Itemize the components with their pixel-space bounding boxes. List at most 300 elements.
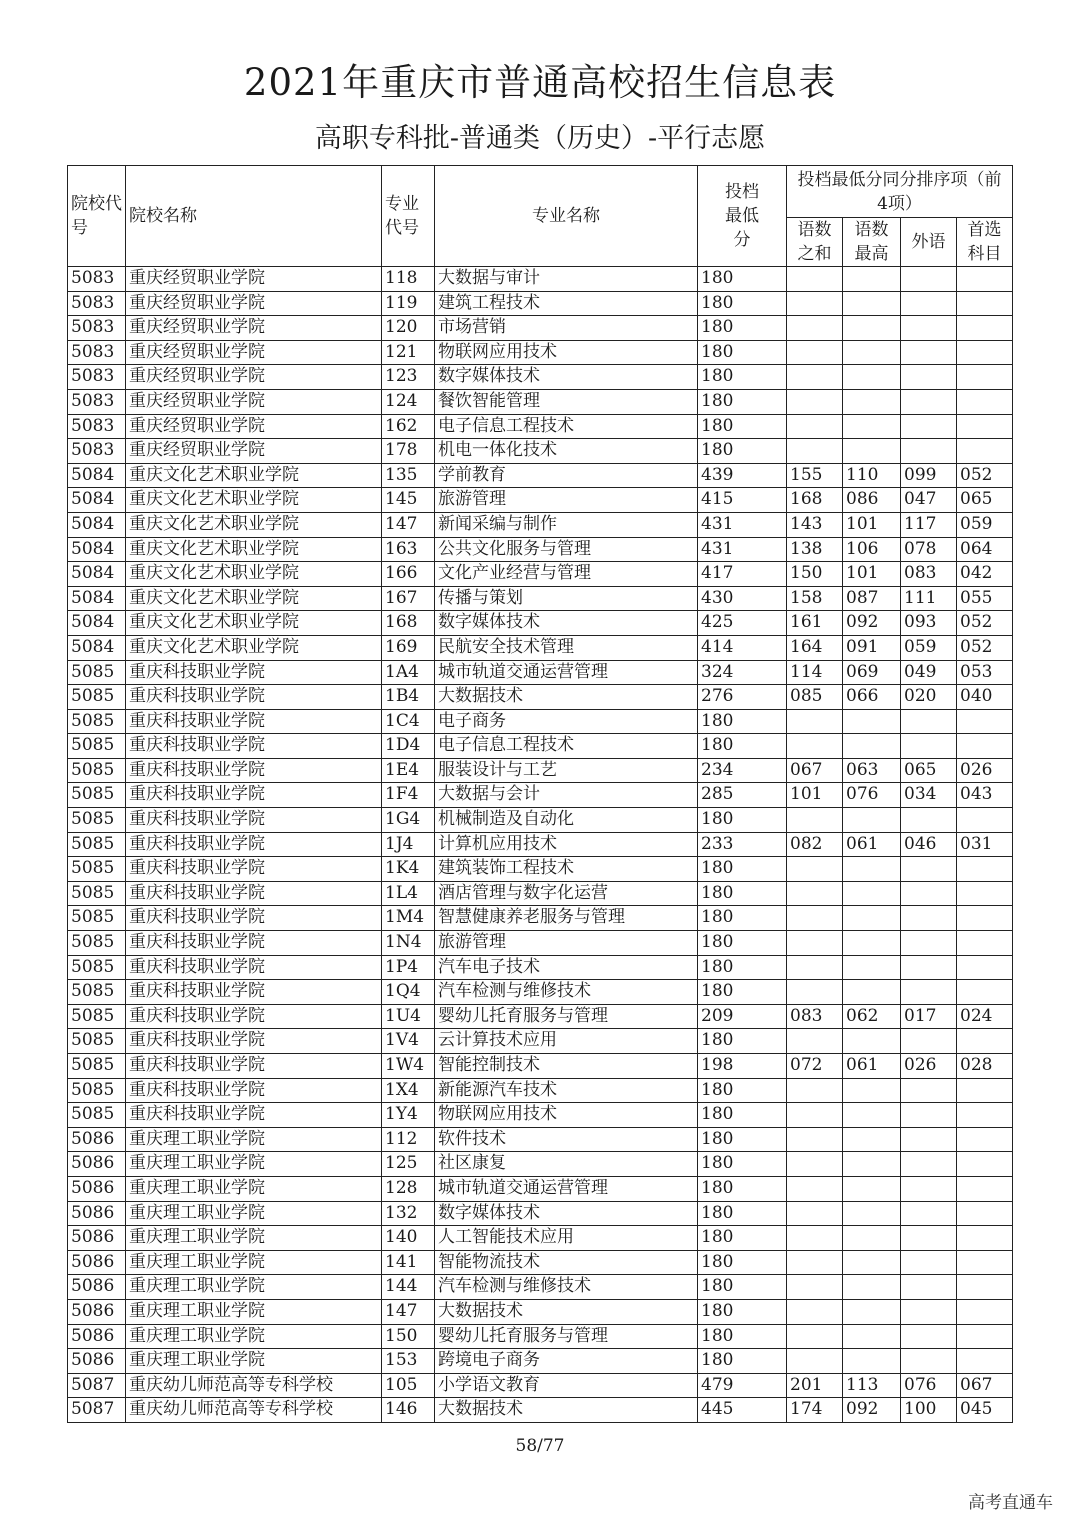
cell-first-subject [957, 1103, 1013, 1128]
cell-major-name: 智慧健康养老服务与管理 [435, 906, 698, 931]
header-school-name: 院校名称 [126, 166, 382, 267]
cell-chinese-math-max [843, 1349, 901, 1374]
cell-chinese-math-sum [787, 1349, 843, 1374]
cell-school-name: 重庆科技职业学院 [126, 1103, 382, 1128]
cell-foreign-lang [901, 1176, 957, 1201]
cell-first-subject [957, 709, 1013, 734]
table-row [68, 1004, 1013, 1029]
cell-min-score: 439 [698, 463, 787, 488]
cell-foreign-lang: 065 [901, 758, 957, 783]
cell-major-code: 121 [382, 340, 435, 365]
admission-table [67, 165, 1013, 1423]
cell-first-subject [957, 365, 1013, 390]
table-row [68, 1127, 1013, 1152]
cell-chinese-math-max [843, 291, 901, 316]
cell-school-name: 重庆科技职业学院 [126, 1054, 382, 1079]
cell-major-code: 1L4 [382, 881, 435, 906]
cell-major-code: 147 [382, 1299, 435, 1324]
table-row [68, 1201, 1013, 1226]
header-chinese-math-max: 语数最高 [843, 218, 901, 267]
cell-chinese-math-max: 101 [843, 562, 901, 587]
cell-chinese-math-max: 061 [843, 1054, 901, 1079]
cell-first-subject: 067 [957, 1373, 1013, 1398]
cell-major-code: 105 [382, 1373, 435, 1398]
cell-school-name: 重庆科技职业学院 [126, 1029, 382, 1054]
cell-first-subject: 053 [957, 660, 1013, 685]
cell-first-subject [957, 1324, 1013, 1349]
cell-school-code: 5085 [68, 980, 126, 1005]
cell-min-score: 209 [698, 1004, 787, 1029]
cell-chinese-math-max [843, 955, 901, 980]
cell-major-code: 1F4 [382, 783, 435, 808]
cell-chinese-math-sum [787, 1299, 843, 1324]
cell-major-name: 汽车电子技术 [435, 955, 698, 980]
cell-major-code: 144 [382, 1275, 435, 1300]
table-row [68, 980, 1013, 1005]
table-row [68, 1226, 1013, 1251]
cell-chinese-math-max [843, 316, 901, 341]
cell-school-name: 重庆经贸职业学院 [126, 389, 382, 414]
cell-school-code: 5085 [68, 931, 126, 956]
table-row [68, 1029, 1013, 1054]
cell-foreign-lang [901, 1299, 957, 1324]
cell-school-code: 5085 [68, 906, 126, 931]
cell-first-subject [957, 808, 1013, 833]
cell-school-name: 重庆科技职业学院 [126, 857, 382, 882]
cell-chinese-math-sum [787, 980, 843, 1005]
cell-first-subject: 065 [957, 488, 1013, 513]
table-row [68, 439, 1013, 464]
cell-min-score: 180 [698, 1349, 787, 1374]
cell-chinese-math-max [843, 857, 901, 882]
cell-major-code: 1C4 [382, 709, 435, 734]
cell-chinese-math-max: 092 [843, 1398, 901, 1423]
cell-school-code: 5083 [68, 316, 126, 341]
cell-chinese-math-sum [787, 1176, 843, 1201]
cell-school-code: 5083 [68, 414, 126, 439]
cell-school-name: 重庆文化艺术职业学院 [126, 611, 382, 636]
cell-school-code: 5084 [68, 611, 126, 636]
table-row [68, 685, 1013, 710]
cell-foreign-lang [901, 1078, 957, 1103]
cell-first-subject [957, 1201, 1013, 1226]
cell-first-subject [957, 1152, 1013, 1177]
cell-major-name: 云计算技术应用 [435, 1029, 698, 1054]
cell-first-subject: 026 [957, 758, 1013, 783]
cell-first-subject [957, 1078, 1013, 1103]
cell-school-name: 重庆科技职业学院 [126, 881, 382, 906]
header-tiebreak-group: 投档最低分同分排序项（前4项） [787, 166, 1013, 218]
cell-major-name: 服装设计与工艺 [435, 758, 698, 783]
cell-min-score: 417 [698, 562, 787, 587]
cell-school-name: 重庆理工职业学院 [126, 1176, 382, 1201]
cell-school-code: 5086 [68, 1152, 126, 1177]
cell-school-code: 5083 [68, 389, 126, 414]
cell-major-code: 1M4 [382, 906, 435, 931]
cell-chinese-math-sum [787, 291, 843, 316]
table-row [68, 931, 1013, 956]
cell-major-code: 150 [382, 1324, 435, 1349]
cell-min-score: 180 [698, 1103, 787, 1128]
cell-school-code: 5086 [68, 1250, 126, 1275]
cell-school-name: 重庆文化艺术职业学院 [126, 562, 382, 587]
cell-major-name: 小学语文教育 [435, 1373, 698, 1398]
cell-foreign-lang: 076 [901, 1373, 957, 1398]
cell-foreign-lang [901, 1250, 957, 1275]
cell-min-score: 234 [698, 758, 787, 783]
cell-chinese-math-max [843, 1029, 901, 1054]
cell-chinese-math-max: 087 [843, 586, 901, 611]
cell-chinese-math-max: 063 [843, 758, 901, 783]
cell-major-name: 社区康复 [435, 1152, 698, 1177]
cell-major-name: 电子商务 [435, 709, 698, 734]
cell-major-name: 大数据技术 [435, 685, 698, 710]
cell-foreign-lang [901, 881, 957, 906]
cell-major-name: 人工智能技术应用 [435, 1226, 698, 1251]
cell-min-score: 180 [698, 734, 787, 759]
cell-major-name: 机械制造及自动化 [435, 808, 698, 833]
cell-school-name: 重庆文化艺术职业学院 [126, 463, 382, 488]
cell-chinese-math-sum [787, 316, 843, 341]
cell-major-code: 153 [382, 1349, 435, 1374]
cell-first-subject [957, 439, 1013, 464]
cell-major-code: 163 [382, 537, 435, 562]
cell-chinese-math-max [843, 1299, 901, 1324]
cell-min-score: 180 [698, 1029, 787, 1054]
cell-first-subject: 052 [957, 635, 1013, 660]
cell-min-score: 180 [698, 1152, 787, 1177]
cell-foreign-lang: 100 [901, 1398, 957, 1423]
cell-foreign-lang [901, 291, 957, 316]
cell-min-score: 430 [698, 586, 787, 611]
cell-chinese-math-sum [787, 1029, 843, 1054]
cell-chinese-math-sum [787, 1152, 843, 1177]
cell-chinese-math-sum [787, 1103, 843, 1128]
cell-first-subject [957, 955, 1013, 980]
cell-major-name: 传播与策划 [435, 586, 698, 611]
cell-school-code: 5085 [68, 758, 126, 783]
cell-min-score: 180 [698, 857, 787, 882]
cell-major-code: 145 [382, 488, 435, 513]
cell-major-code: 1P4 [382, 955, 435, 980]
cell-min-score: 415 [698, 488, 787, 513]
table-row [68, 758, 1013, 783]
cell-major-name: 跨境电子商务 [435, 1349, 698, 1374]
cell-first-subject [957, 291, 1013, 316]
cell-chinese-math-max [843, 1226, 901, 1251]
cell-min-score: 276 [698, 685, 787, 710]
table-row [68, 340, 1013, 365]
cell-chinese-math-sum [787, 709, 843, 734]
cell-foreign-lang [901, 439, 957, 464]
cell-school-name: 重庆科技职业学院 [126, 685, 382, 710]
cell-foreign-lang [901, 980, 957, 1005]
cell-foreign-lang: 059 [901, 635, 957, 660]
cell-school-code: 5086 [68, 1299, 126, 1324]
cell-chinese-math-sum: 114 [787, 660, 843, 685]
page-number: 58/77 [515, 1436, 565, 1456]
table-row [68, 1152, 1013, 1177]
cell-major-code: 1W4 [382, 1054, 435, 1079]
cell-foreign-lang [901, 857, 957, 882]
cell-chinese-math-sum [787, 734, 843, 759]
cell-school-code: 5086 [68, 1127, 126, 1152]
cell-school-code: 5085 [68, 808, 126, 833]
cell-chinese-math-max: 113 [843, 1373, 901, 1398]
cell-foreign-lang [901, 931, 957, 956]
header-foreign-lang: 外语 [901, 218, 957, 267]
cell-major-code: 118 [382, 267, 435, 292]
cell-major-name: 大数据与审计 [435, 267, 698, 292]
cell-chinese-math-sum [787, 857, 843, 882]
header-first-subject: 首选科目 [957, 218, 1013, 267]
cell-major-name: 物联网应用技术 [435, 1103, 698, 1128]
cell-first-subject [957, 734, 1013, 759]
cell-chinese-math-sum [787, 439, 843, 464]
cell-first-subject: 045 [957, 1398, 1013, 1423]
cell-school-name: 重庆幼儿师范高等专科学校 [126, 1373, 382, 1398]
cell-chinese-math-sum [787, 1250, 843, 1275]
document-subtitle: 高职专科批-普通类（历史）-平行志愿 [314, 123, 766, 154]
table-row [68, 857, 1013, 882]
cell-chinese-math-sum: 164 [787, 635, 843, 660]
cell-major-name: 民航安全技术管理 [435, 635, 698, 660]
cell-foreign-lang: 078 [901, 537, 957, 562]
cell-school-code: 5085 [68, 734, 126, 759]
cell-school-name: 重庆科技职业学院 [126, 734, 382, 759]
cell-chinese-math-max [843, 439, 901, 464]
cell-chinese-math-sum: 138 [787, 537, 843, 562]
table-row [68, 1250, 1013, 1275]
cell-min-score: 180 [698, 881, 787, 906]
cell-foreign-lang [901, 316, 957, 341]
cell-major-name: 软件技术 [435, 1127, 698, 1152]
cell-school-name: 重庆经贸职业学院 [126, 414, 382, 439]
cell-min-score: 198 [698, 1054, 787, 1079]
cell-chinese-math-max [843, 1176, 901, 1201]
cell-school-code: 5083 [68, 439, 126, 464]
cell-first-subject [957, 1299, 1013, 1324]
cell-min-score: 425 [698, 611, 787, 636]
table-row [68, 1299, 1013, 1324]
cell-chinese-math-sum [787, 1226, 843, 1251]
cell-min-score: 180 [698, 389, 787, 414]
cell-first-subject [957, 316, 1013, 341]
cell-foreign-lang [901, 906, 957, 931]
cell-major-name: 城市轨道交通运营管理 [435, 660, 698, 685]
cell-school-code: 5086 [68, 1275, 126, 1300]
cell-chinese-math-max: 062 [843, 1004, 901, 1029]
table-row [68, 389, 1013, 414]
cell-school-code: 5086 [68, 1201, 126, 1226]
cell-min-score: 180 [698, 980, 787, 1005]
cell-min-score: 180 [698, 267, 787, 292]
cell-first-subject: 042 [957, 562, 1013, 587]
cell-school-name: 重庆理工职业学院 [126, 1299, 382, 1324]
cell-chinese-math-sum [787, 906, 843, 931]
cell-min-score: 180 [698, 1078, 787, 1103]
table-row [68, 365, 1013, 390]
cell-chinese-math-sum [787, 1275, 843, 1300]
cell-chinese-math-max [843, 365, 901, 390]
table-row [68, 537, 1013, 562]
cell-major-code: 1E4 [382, 758, 435, 783]
cell-major-name: 数字媒体技术 [435, 1201, 698, 1226]
cell-major-name: 餐饮智能管理 [435, 389, 698, 414]
cell-chinese-math-max: 061 [843, 832, 901, 857]
cell-chinese-math-sum [787, 881, 843, 906]
cell-chinese-math-max [843, 906, 901, 931]
cell-first-subject: 043 [957, 783, 1013, 808]
cell-school-name: 重庆理工职业学院 [126, 1324, 382, 1349]
table-row [68, 832, 1013, 857]
cell-first-subject [957, 980, 1013, 1005]
cell-foreign-lang [901, 1029, 957, 1054]
cell-foreign-lang: 117 [901, 512, 957, 537]
cell-major-code: 167 [382, 586, 435, 611]
cell-school-code: 5085 [68, 881, 126, 906]
cell-foreign-lang: 020 [901, 685, 957, 710]
cell-foreign-lang [901, 808, 957, 833]
cell-chinese-math-max [843, 980, 901, 1005]
cell-major-name: 电子信息工程技术 [435, 414, 698, 439]
cell-school-code: 5086 [68, 1226, 126, 1251]
cell-foreign-lang: 047 [901, 488, 957, 513]
table-row [68, 1078, 1013, 1103]
cell-major-code: 119 [382, 291, 435, 316]
table-row [68, 906, 1013, 931]
cell-major-name: 新能源汽车技术 [435, 1078, 698, 1103]
cell-school-code: 5087 [68, 1398, 126, 1423]
cell-first-subject [957, 1127, 1013, 1152]
header-major-name: 专业名称 [435, 166, 698, 267]
table-row [68, 611, 1013, 636]
cell-chinese-math-sum [787, 414, 843, 439]
cell-major-name: 旅游管理 [435, 931, 698, 956]
cell-chinese-math-max: 076 [843, 783, 901, 808]
cell-chinese-math-max: 069 [843, 660, 901, 685]
cell-school-name: 重庆理工职业学院 [126, 1275, 382, 1300]
cell-school-name: 重庆文化艺术职业学院 [126, 586, 382, 611]
cell-foreign-lang: 099 [901, 463, 957, 488]
table-row [68, 635, 1013, 660]
cell-school-code: 5083 [68, 267, 126, 292]
cell-chinese-math-max [843, 709, 901, 734]
cell-school-code: 5085 [68, 783, 126, 808]
cell-first-subject [957, 931, 1013, 956]
cell-school-code: 5085 [68, 709, 126, 734]
cell-chinese-math-max [843, 931, 901, 956]
cell-min-score: 414 [698, 635, 787, 660]
cell-major-code: 112 [382, 1127, 435, 1152]
cell-school-code: 5083 [68, 365, 126, 390]
cell-min-score: 180 [698, 1201, 787, 1226]
cell-chinese-math-sum: 201 [787, 1373, 843, 1398]
cell-first-subject [957, 1029, 1013, 1054]
cell-school-code: 5085 [68, 1029, 126, 1054]
cell-min-score: 324 [698, 660, 787, 685]
cell-min-score: 180 [698, 1127, 787, 1152]
header-chinese-math-sum: 语数之和 [787, 218, 843, 267]
cell-chinese-math-sum: 083 [787, 1004, 843, 1029]
cell-chinese-math-sum [787, 267, 843, 292]
cell-chinese-math-sum: 161 [787, 611, 843, 636]
cell-foreign-lang: 026 [901, 1054, 957, 1079]
cell-chinese-math-sum [787, 365, 843, 390]
table-row [68, 414, 1013, 439]
table-row [68, 488, 1013, 513]
cell-first-subject: 040 [957, 685, 1013, 710]
cell-first-subject: 055 [957, 586, 1013, 611]
cell-min-score: 285 [698, 783, 787, 808]
cell-school-code: 5085 [68, 660, 126, 685]
document-title: 2021年重庆市普通高校招生信息表 [243, 61, 837, 104]
cell-chinese-math-max [843, 340, 901, 365]
table-row [68, 660, 1013, 685]
cell-min-score: 180 [698, 291, 787, 316]
cell-school-name: 重庆经贸职业学院 [126, 267, 382, 292]
cell-min-score: 180 [698, 1275, 787, 1300]
cell-major-code: 1G4 [382, 808, 435, 833]
cell-major-name: 市场营销 [435, 316, 698, 341]
cell-chinese-math-max [843, 267, 901, 292]
cell-major-name: 智能物流技术 [435, 1250, 698, 1275]
cell-min-score: 180 [698, 1250, 787, 1275]
cell-school-name: 重庆科技职业学院 [126, 660, 382, 685]
table-body [68, 267, 1013, 1423]
cell-foreign-lang [901, 267, 957, 292]
cell-major-code: 1U4 [382, 1004, 435, 1029]
cell-chinese-math-max: 092 [843, 611, 901, 636]
table-row [68, 1054, 1013, 1079]
cell-major-code: 1Y4 [382, 1103, 435, 1128]
cell-first-subject [957, 857, 1013, 882]
table-row [68, 783, 1013, 808]
cell-major-name: 公共文化服务与管理 [435, 537, 698, 562]
cell-chinese-math-max: 110 [843, 463, 901, 488]
cell-school-name: 重庆科技职业学院 [126, 783, 382, 808]
cell-foreign-lang [901, 389, 957, 414]
cell-first-subject [957, 1349, 1013, 1374]
cell-chinese-math-sum: 072 [787, 1054, 843, 1079]
table-row [68, 1275, 1013, 1300]
cell-chinese-math-max [843, 1103, 901, 1128]
cell-foreign-lang [901, 1349, 957, 1374]
header-school-code: 院校代号 [68, 166, 126, 267]
cell-chinese-math-max: 086 [843, 488, 901, 513]
table-row [68, 1176, 1013, 1201]
cell-min-score: 180 [698, 365, 787, 390]
table-row [68, 512, 1013, 537]
cell-major-code: 125 [382, 1152, 435, 1177]
table-row [68, 463, 1013, 488]
cell-foreign-lang: 111 [901, 586, 957, 611]
cell-chinese-math-max [843, 1250, 901, 1275]
cell-school-name: 重庆文化艺术职业学院 [126, 512, 382, 537]
cell-min-score: 431 [698, 537, 787, 562]
cell-first-subject: 064 [957, 537, 1013, 562]
cell-major-code: 1X4 [382, 1078, 435, 1103]
cell-chinese-math-sum [787, 340, 843, 365]
cell-major-code: 166 [382, 562, 435, 587]
cell-chinese-math-max [843, 1275, 901, 1300]
cell-first-subject [957, 389, 1013, 414]
cell-major-code: 168 [382, 611, 435, 636]
cell-min-score: 180 [698, 316, 787, 341]
cell-school-code: 5085 [68, 832, 126, 857]
cell-foreign-lang [901, 1152, 957, 1177]
cell-foreign-lang [901, 1103, 957, 1128]
